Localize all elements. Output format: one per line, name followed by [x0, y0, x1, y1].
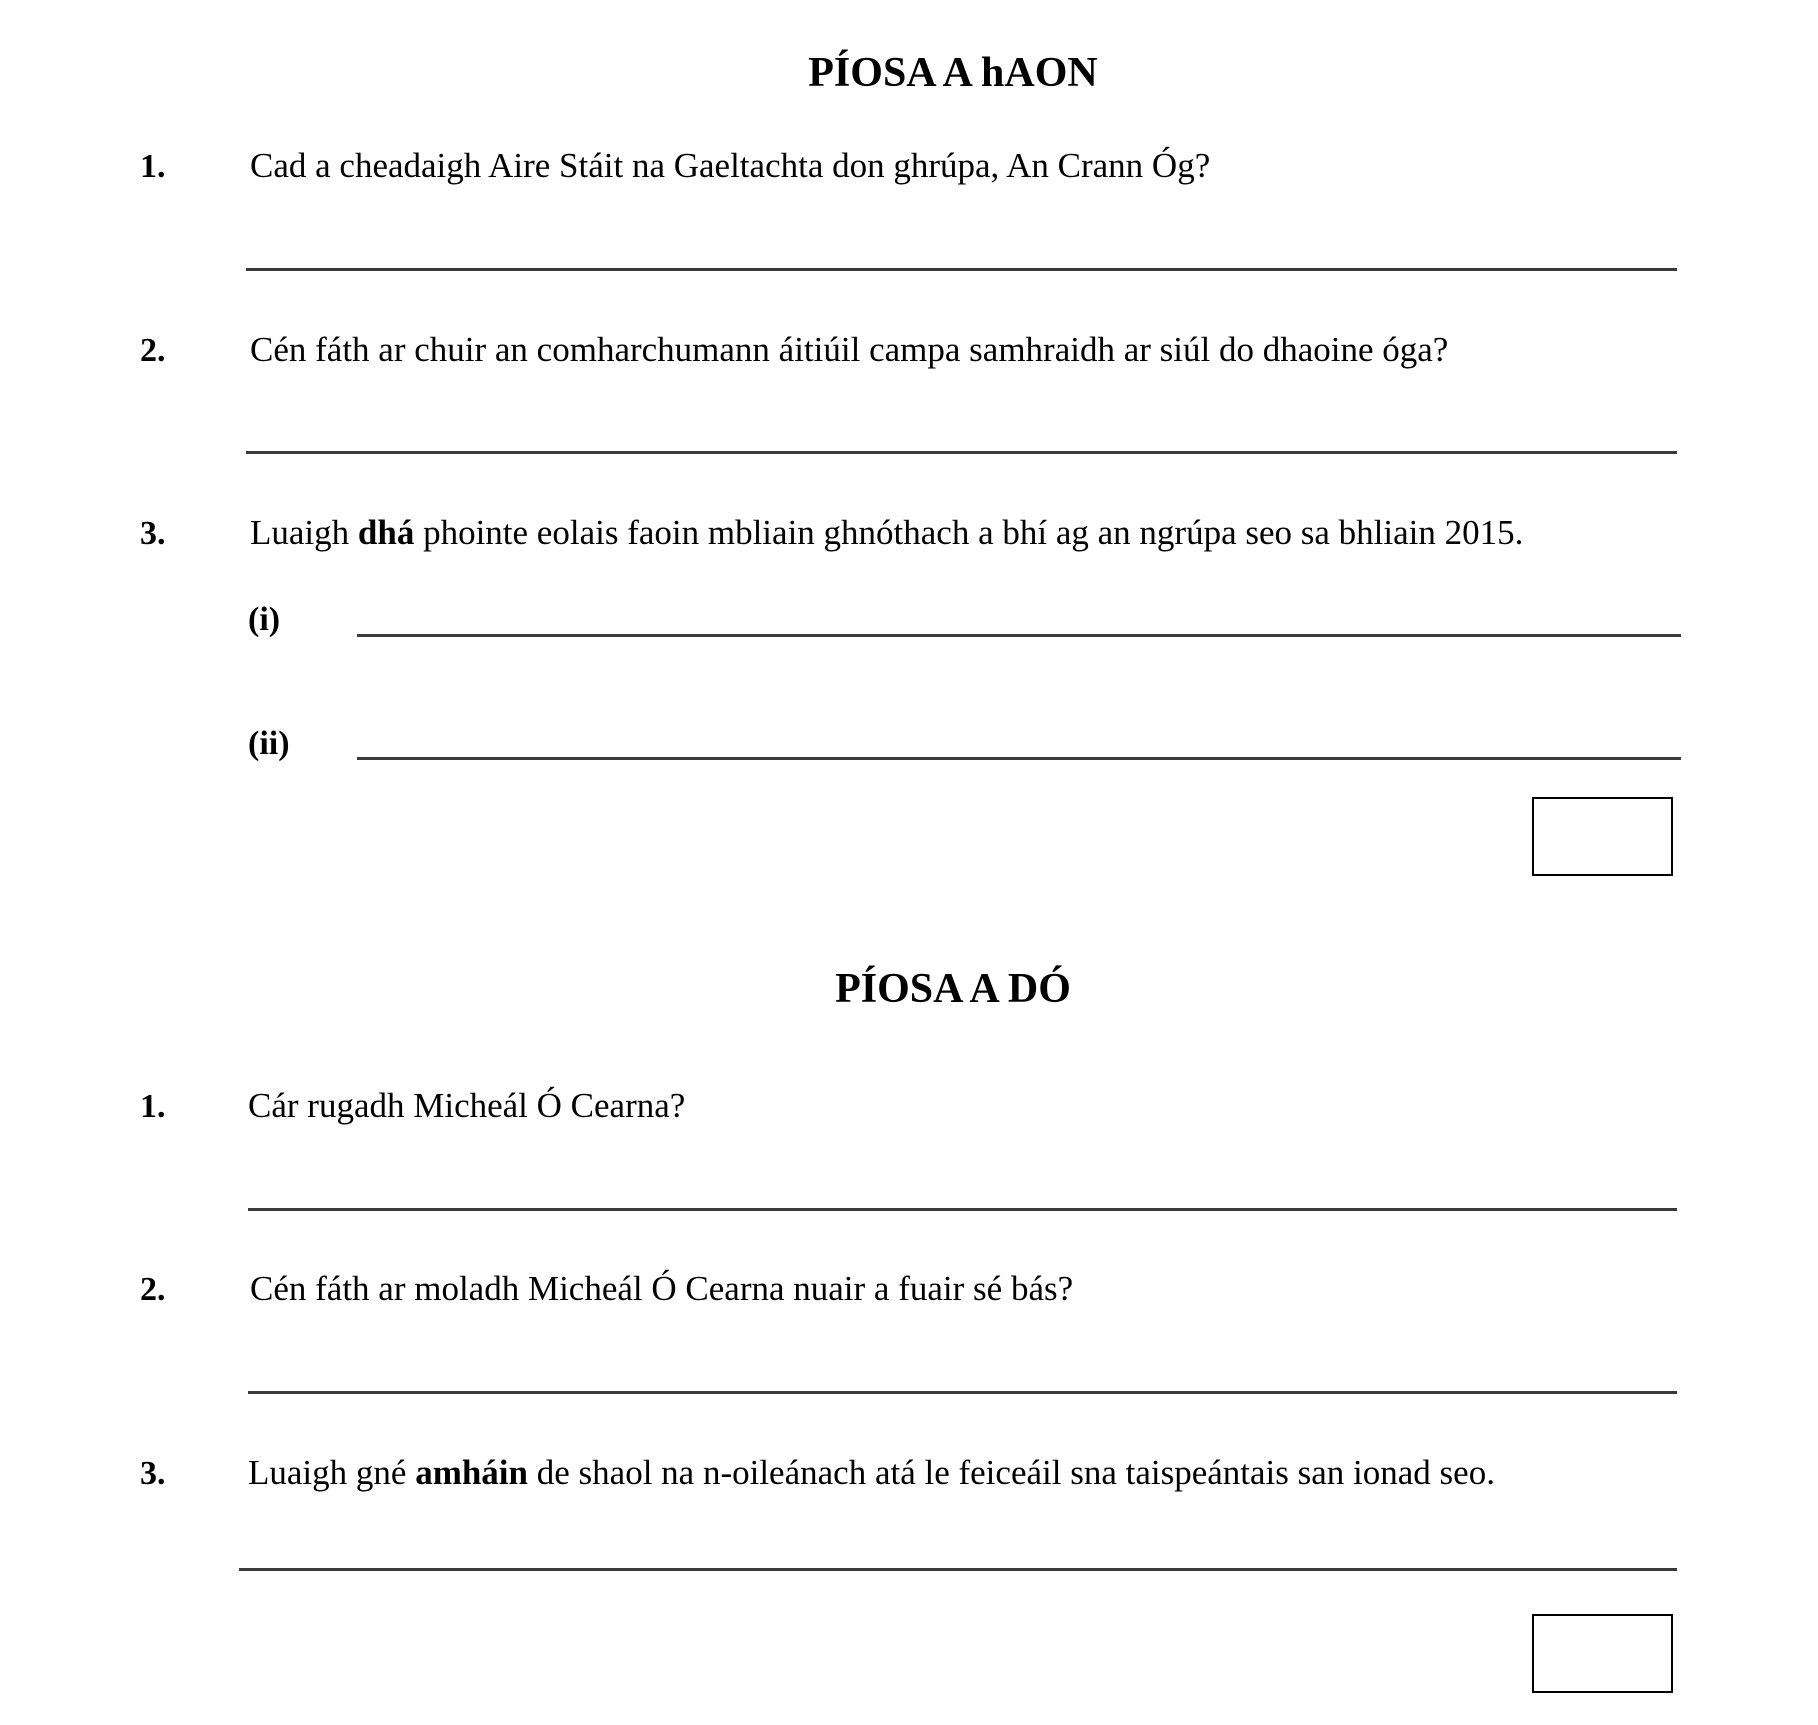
section-heading: PÍOSA A hAON	[808, 50, 1098, 96]
mark-box[interactable]	[1532, 797, 1673, 876]
question-text	[248, 1455, 1495, 1490]
answer-line[interactable]	[248, 1391, 1677, 1394]
question-text-emphasis: amháin	[415, 1453, 528, 1492]
sub-item-label: (ii)	[248, 725, 290, 762]
question-text-start: Luaigh gné	[248, 1453, 416, 1492]
question-number: 1.	[140, 148, 166, 185]
question-text-start: Luaigh	[250, 513, 358, 552]
question-number: 2.	[140, 332, 166, 369]
answer-line[interactable]	[248, 1208, 1677, 1211]
question-text-end: de shaol na n-oileánach atá le feiceáil sna taispeántais san ionad seo.	[528, 1453, 1495, 1492]
mark-box[interactable]	[1532, 1614, 1673, 1693]
answer-line[interactable]	[357, 757, 1681, 760]
question-text: Cár rugadh Micheál Ó Cearna?	[248, 1086, 686, 1125]
section-heading: PÍOSA A DÓ	[835, 966, 1071, 1012]
question-text: Cad a cheadaigh Aire Stáit na Gaeltachta don ghrúpa, An Crann Óg?	[250, 146, 1211, 185]
question-text	[250, 515, 1523, 550]
question-number: 3.	[140, 515, 166, 552]
answer-line[interactable]	[246, 268, 1677, 271]
question-text-emphasis: dhá	[357, 513, 415, 552]
question-text-end: phointe eolais faoin mbliain ghnóthach a bhí ag an ngrúpa seo sa bhliain 2015.	[414, 513, 1524, 552]
question-number: 2.	[140, 1271, 166, 1308]
question-number: 1.	[140, 1088, 166, 1125]
answer-line[interactable]	[239, 1568, 1677, 1571]
question-text: Cén fáth ar moladh Micheál Ó Cearna nuair a fuair sé bás?	[250, 1269, 1074, 1308]
sub-item-label: (i)	[248, 601, 281, 638]
answer-line[interactable]	[246, 451, 1677, 454]
question-number: 3.	[140, 1455, 166, 1492]
answer-line[interactable]	[357, 634, 1681, 637]
question-text: Cén fáth ar chuir an comharchumann áitiúil campa samhraidh ar siúl do dhaoine óga?	[250, 330, 1449, 369]
